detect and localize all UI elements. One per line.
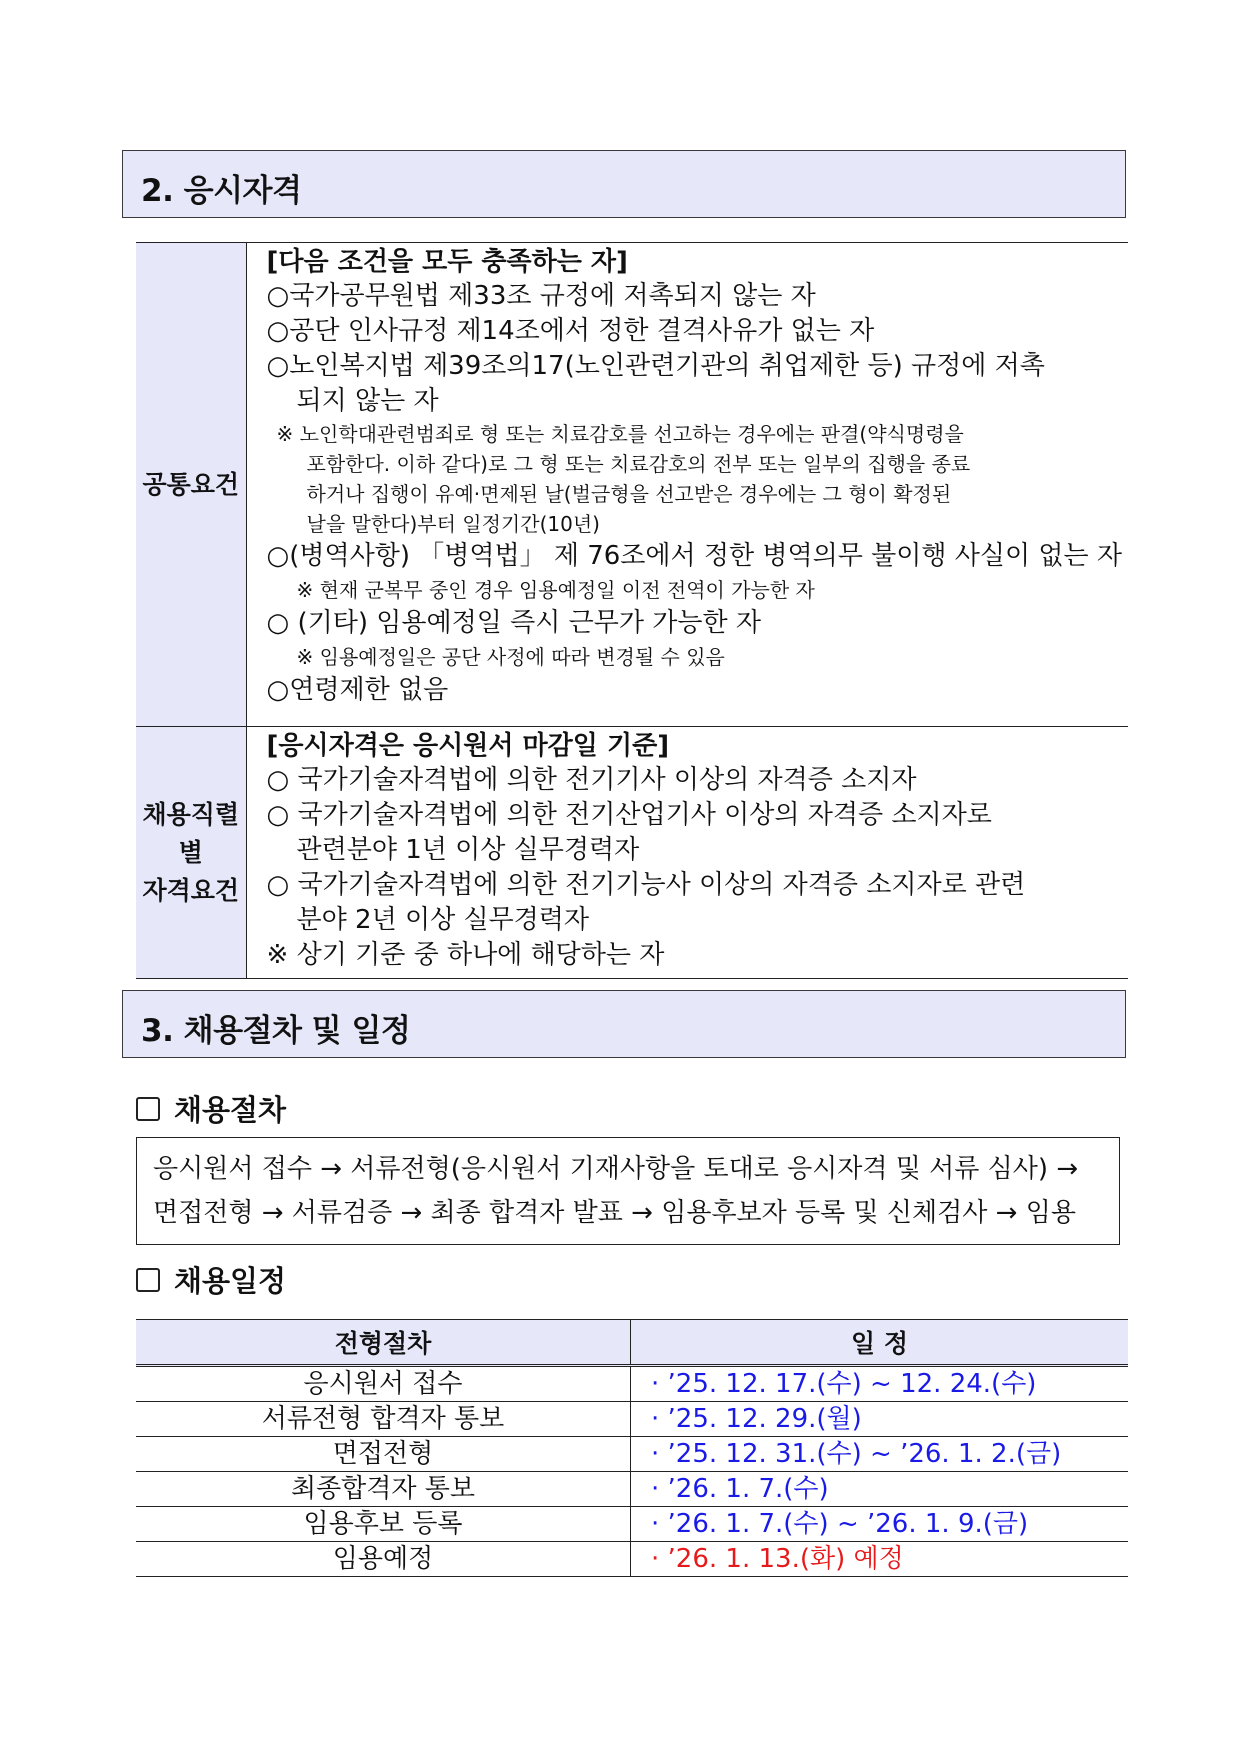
job-requirements-content bbox=[246, 727, 1128, 979]
schedule-step: 면접전형 bbox=[136, 1437, 631, 1472]
schedule-date: · ’25. 12. 31.(수) ~ ’26. 1. 2.(금) bbox=[631, 1437, 1129, 1472]
checkbox-square-icon bbox=[136, 1097, 160, 1121]
section-3-title: 3. 채용절차 및 일정 bbox=[141, 1013, 411, 1049]
schedule-date: · ’26. 1. 7.(수) ~ ’26. 1. 9.(금) bbox=[631, 1507, 1129, 1542]
section-2-header bbox=[122, 150, 1126, 218]
process-line-1: 응시원서 접수 → 서류전형(응시원서 기재사항을 토대로 응시자격 및 서류 심사) → bbox=[153, 1154, 1079, 1184]
schedule-step: 최종합격자 통보 bbox=[136, 1472, 631, 1507]
schedule-header-row bbox=[136, 1320, 1128, 1366]
schedule-date: · ’25. 12. 29.(월) bbox=[631, 1402, 1129, 1437]
schedule-date: · ’26. 1. 13.(화) 예정 bbox=[631, 1542, 1129, 1577]
schedule-title-text: 채용일정 bbox=[174, 1264, 287, 1298]
process-title bbox=[136, 1088, 286, 1129]
common-item-3-cont: 되지 않는 자 bbox=[296, 386, 439, 416]
job-label-line-2: 자격요건 bbox=[142, 875, 240, 905]
schedule-title bbox=[136, 1259, 286, 1300]
common-item-3: ○노인복지법 제39조의17(노인관련기관의 취업제한 등) 규정에 저촉 bbox=[266, 351, 1045, 381]
table-row bbox=[136, 1472, 1128, 1507]
job-header: [응시자격은 응시원서 마감일 기준] bbox=[266, 731, 670, 761]
job-item-3: ○ 국가기술자격법에 의한 전기기능사 이상의 자격증 소지자로 관련 bbox=[266, 870, 1026, 900]
job-note: ※ 상기 기준 중 하나에 해당하는 자 bbox=[266, 940, 665, 970]
job-item-2: ○ 국가기술자격법에 의한 전기산업기사 이상의 자격증 소지자로 bbox=[266, 800, 992, 830]
common-note-1-line-3: 하거나 집행이 유예·면제된 날(벌금형을 선고받은 경우에는 그 형이 확정된 bbox=[306, 482, 952, 506]
common-note-2: ※ 현재 군복무 중인 경우 임용예정일 이전 전역이 가능한 자 bbox=[296, 578, 815, 602]
schedule-step: 서류전형 합격자 통보 bbox=[136, 1402, 631, 1437]
common-item-6: ○연령제한 없음 bbox=[266, 675, 449, 705]
common-note-3: ※ 임용예정일은 공단 사정에 따라 변경될 수 있음 bbox=[296, 645, 725, 669]
checkbox-square-icon bbox=[136, 1268, 160, 1292]
common-requirements-content bbox=[246, 243, 1128, 727]
common-note-1-line-4: 날을 말한다)부터 일정기간(10년) bbox=[306, 512, 600, 536]
process-title-text: 채용절차 bbox=[174, 1093, 287, 1127]
schedule-date: · ’25. 12. 17.(수) ~ 12. 24.(수) bbox=[631, 1366, 1129, 1402]
common-item-4: ○(병역사항) 「병역법」 제 76조에서 정한 병역의무 불이행 사실이 없는 자 bbox=[266, 541, 1122, 571]
schedule-col-step: 전형절차 bbox=[136, 1320, 631, 1366]
common-label-text: 공통요건 bbox=[142, 469, 240, 499]
table-row bbox=[136, 1542, 1128, 1577]
job-item-1: ○ 국가기술자격법에 의한 전기기사 이상의 자격증 소지자 bbox=[266, 765, 917, 795]
job-item-3-cont: 분야 2년 이상 실무경력자 bbox=[296, 905, 590, 935]
common-item-5: ○ (기타) 임용예정일 즉시 근무가 가능한 자 bbox=[266, 608, 761, 638]
table-row bbox=[136, 1402, 1128, 1437]
section-2-title: 2. 응시자격 bbox=[141, 173, 302, 209]
schedule-step: 임용예정 bbox=[136, 1542, 631, 1577]
job-requirements-label bbox=[136, 727, 246, 979]
common-note-1-line-2: 포함한다. 이하 같다)로 그 형 또는 치료감호의 전부 또는 일부의 집행을 종료 bbox=[306, 452, 971, 476]
job-item-2-cont: 관련분야 1년 이상 실무경력자 bbox=[296, 835, 640, 865]
process-box bbox=[136, 1137, 1120, 1245]
common-item-1: ○국가공무원법 제33조 규정에 저촉되지 않는 자 bbox=[266, 281, 816, 311]
common-header: [다음 조건을 모두 충족하는 자] bbox=[266, 247, 628, 277]
schedule-step: 임용후보 등록 bbox=[136, 1507, 631, 1542]
table-row bbox=[136, 1437, 1128, 1472]
schedule-date: · ’26. 1. 7.(수) bbox=[631, 1472, 1129, 1507]
qualification-table bbox=[136, 242, 1128, 979]
schedule-col-date: 일 정 bbox=[631, 1320, 1129, 1366]
schedule-table bbox=[136, 1319, 1128, 1577]
process-line-2: 면접전형 → 서류검증 → 최종 합격자 발표 → 임용후보자 등록 및 신체검사 → 임용 bbox=[153, 1198, 1076, 1228]
common-note-1: ※ 노인학대관련범죄로 형 또는 치료감호를 선고하는 경우에는 판결(약식명령을 bbox=[276, 422, 964, 446]
common-item-2: ○공단 인사규정 제14조에서 정한 결격사유가 없는 자 bbox=[266, 316, 875, 346]
section-3-header bbox=[122, 990, 1126, 1058]
schedule-step: 응시원서 접수 bbox=[136, 1366, 631, 1402]
table-row bbox=[136, 1366, 1128, 1402]
common-requirements-label bbox=[136, 243, 246, 727]
table-row bbox=[136, 1507, 1128, 1542]
job-label-line-1: 채용직렬별 bbox=[142, 799, 240, 867]
